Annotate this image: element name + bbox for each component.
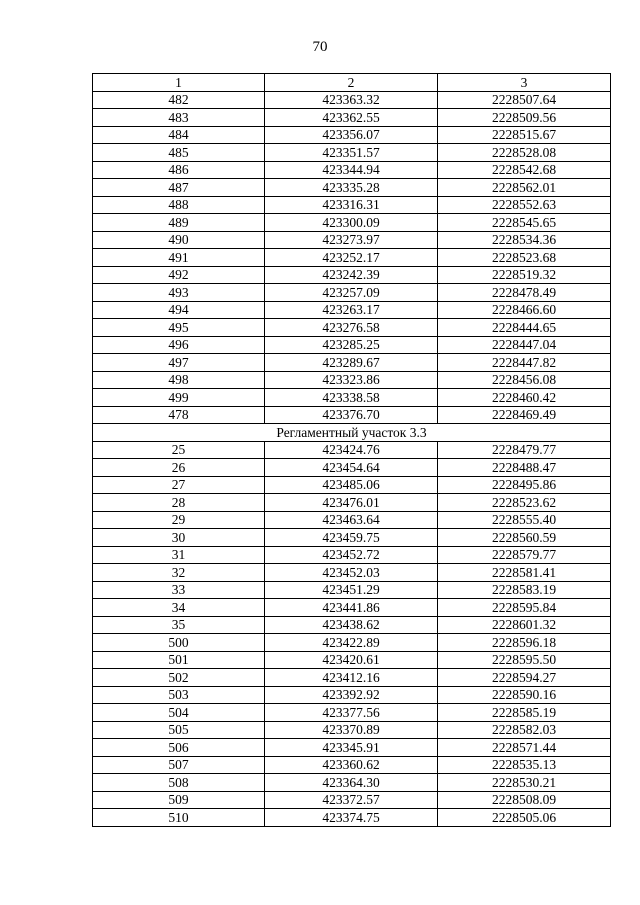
point-number-cell: 509 bbox=[93, 791, 265, 809]
point-number-cell: 490 bbox=[93, 231, 265, 249]
x-coordinate-cell: 423360.62 bbox=[265, 756, 438, 774]
table-row bbox=[93, 459, 611, 477]
x-coordinate-cell: 423252.17 bbox=[265, 249, 438, 267]
x-coordinate-cell: 423463.64 bbox=[265, 511, 438, 529]
point-number-cell: 506 bbox=[93, 739, 265, 757]
point-number-cell: 489 bbox=[93, 214, 265, 232]
table-row bbox=[93, 389, 611, 407]
y-coordinate-cell: 2228495.86 bbox=[438, 476, 611, 494]
point-number-cell: 32 bbox=[93, 564, 265, 582]
table-row bbox=[93, 616, 611, 634]
page-number: 70 bbox=[312, 39, 328, 55]
point-number-cell: 501 bbox=[93, 651, 265, 669]
table-row bbox=[93, 126, 611, 144]
x-coordinate-cell: 423289.67 bbox=[265, 354, 438, 372]
x-coordinate-cell: 423316.31 bbox=[265, 196, 438, 214]
y-coordinate-cell: 2228595.50 bbox=[438, 651, 611, 669]
x-coordinate-cell: 423412.16 bbox=[265, 669, 438, 687]
y-coordinate-cell: 2228507.64 bbox=[438, 91, 611, 109]
point-number-cell: 497 bbox=[93, 354, 265, 372]
x-coordinate-cell: 423335.28 bbox=[265, 179, 438, 197]
y-coordinate-cell: 2228456.08 bbox=[438, 371, 611, 389]
table-row bbox=[93, 196, 611, 214]
y-coordinate-cell: 2228562.01 bbox=[438, 179, 611, 197]
point-number-cell: 488 bbox=[93, 196, 265, 214]
y-coordinate-cell: 2228595.84 bbox=[438, 599, 611, 617]
table-row bbox=[93, 161, 611, 179]
coordinates-table-body bbox=[93, 74, 611, 827]
point-number-cell: 504 bbox=[93, 704, 265, 722]
x-coordinate-cell: 423420.61 bbox=[265, 651, 438, 669]
y-coordinate-cell: 2228528.08 bbox=[438, 144, 611, 162]
y-coordinate-cell: 2228523.62 bbox=[438, 494, 611, 512]
y-coordinate-cell: 2228530.21 bbox=[438, 774, 611, 792]
y-coordinate-cell: 2228545.65 bbox=[438, 214, 611, 232]
table-row bbox=[93, 476, 611, 494]
point-number-cell: 487 bbox=[93, 179, 265, 197]
point-number-cell: 505 bbox=[93, 721, 265, 739]
x-coordinate-cell: 423323.86 bbox=[265, 371, 438, 389]
table-row bbox=[93, 651, 611, 669]
table-row bbox=[93, 599, 611, 617]
x-coordinate-cell: 423257.09 bbox=[265, 284, 438, 302]
y-coordinate-cell: 2228596.18 bbox=[438, 634, 611, 652]
table-row bbox=[93, 686, 611, 704]
section-header-row bbox=[93, 424, 611, 442]
y-coordinate-cell: 2228590.16 bbox=[438, 686, 611, 704]
y-coordinate-cell: 2228542.68 bbox=[438, 161, 611, 179]
table-row bbox=[93, 179, 611, 197]
table-row bbox=[93, 721, 611, 739]
y-coordinate-cell: 2228519.32 bbox=[438, 266, 611, 284]
table-row bbox=[93, 581, 611, 599]
point-number-cell: 492 bbox=[93, 266, 265, 284]
table-row bbox=[93, 756, 611, 774]
y-coordinate-cell: 2228505.06 bbox=[438, 809, 611, 827]
y-coordinate-cell: 2228552.63 bbox=[438, 196, 611, 214]
table-row bbox=[93, 249, 611, 267]
table-row bbox=[93, 669, 611, 687]
table-row bbox=[93, 494, 611, 512]
table-row bbox=[93, 91, 611, 109]
table-row bbox=[93, 809, 611, 827]
x-coordinate-cell: 423372.57 bbox=[265, 791, 438, 809]
point-number-cell: 485 bbox=[93, 144, 265, 162]
x-coordinate-cell: 423476.01 bbox=[265, 494, 438, 512]
x-coordinate-cell: 423424.76 bbox=[265, 441, 438, 459]
table-row bbox=[93, 546, 611, 564]
y-coordinate-cell: 2228444.65 bbox=[438, 319, 611, 337]
x-coordinate-cell: 423285.25 bbox=[265, 336, 438, 354]
point-number-cell: 493 bbox=[93, 284, 265, 302]
x-coordinate-cell: 423242.39 bbox=[265, 266, 438, 284]
x-coordinate-cell: 423300.09 bbox=[265, 214, 438, 232]
table-row bbox=[93, 231, 611, 249]
y-coordinate-cell: 2228469.49 bbox=[438, 406, 611, 424]
point-number-cell: 484 bbox=[93, 126, 265, 144]
y-coordinate-cell: 2228581.41 bbox=[438, 564, 611, 582]
x-coordinate-cell: 423422.89 bbox=[265, 634, 438, 652]
section-title: Регламентный участок 3.3 bbox=[93, 424, 611, 442]
point-number-cell: 28 bbox=[93, 494, 265, 512]
x-coordinate-cell: 423345.91 bbox=[265, 739, 438, 757]
table-row bbox=[93, 634, 611, 652]
y-coordinate-cell: 2228582.03 bbox=[438, 721, 611, 739]
x-coordinate-cell: 423273.97 bbox=[265, 231, 438, 249]
x-coordinate-cell: 423451.29 bbox=[265, 581, 438, 599]
y-coordinate-cell: 2228560.59 bbox=[438, 529, 611, 547]
point-number-cell: 503 bbox=[93, 686, 265, 704]
x-coordinate-cell: 423454.64 bbox=[265, 459, 438, 477]
point-number-cell: 31 bbox=[93, 546, 265, 564]
y-coordinate-cell: 2228447.82 bbox=[438, 354, 611, 372]
x-coordinate-cell: 423376.70 bbox=[265, 406, 438, 424]
x-coordinate-cell: 423452.72 bbox=[265, 546, 438, 564]
table-header-row bbox=[93, 74, 611, 92]
point-number-cell: 27 bbox=[93, 476, 265, 494]
point-number-cell: 35 bbox=[93, 616, 265, 634]
x-coordinate-cell: 423377.56 bbox=[265, 704, 438, 722]
point-number-cell: 26 bbox=[93, 459, 265, 477]
point-number-cell: 25 bbox=[93, 441, 265, 459]
x-coordinate-cell: 423363.32 bbox=[265, 91, 438, 109]
table-row bbox=[93, 301, 611, 319]
point-number-cell: 478 bbox=[93, 406, 265, 424]
x-coordinate-cell: 423344.94 bbox=[265, 161, 438, 179]
y-coordinate-cell: 2228585.19 bbox=[438, 704, 611, 722]
y-coordinate-cell: 2228523.68 bbox=[438, 249, 611, 267]
y-coordinate-cell: 2228601.32 bbox=[438, 616, 611, 634]
y-coordinate-cell: 2228594.27 bbox=[438, 669, 611, 687]
x-coordinate-cell: 423485.06 bbox=[265, 476, 438, 494]
point-number-cell: 29 bbox=[93, 511, 265, 529]
table-row bbox=[93, 144, 611, 162]
point-number-cell: 496 bbox=[93, 336, 265, 354]
y-coordinate-cell: 2228508.09 bbox=[438, 791, 611, 809]
y-coordinate-cell: 2228447.04 bbox=[438, 336, 611, 354]
point-number-cell: 495 bbox=[93, 319, 265, 337]
table-row bbox=[93, 354, 611, 372]
x-coordinate-cell: 423338.58 bbox=[265, 389, 438, 407]
table-row bbox=[93, 266, 611, 284]
point-number-cell: 500 bbox=[93, 634, 265, 652]
point-number-cell: 34 bbox=[93, 599, 265, 617]
x-coordinate-cell: 423370.89 bbox=[265, 721, 438, 739]
table-row bbox=[93, 336, 611, 354]
table-row bbox=[93, 739, 611, 757]
x-coordinate-cell: 423441.86 bbox=[265, 599, 438, 617]
y-coordinate-cell: 2228466.60 bbox=[438, 301, 611, 319]
y-coordinate-cell: 2228478.49 bbox=[438, 284, 611, 302]
x-coordinate-cell: 423356.07 bbox=[265, 126, 438, 144]
x-coordinate-cell: 423374.75 bbox=[265, 809, 438, 827]
x-coordinate-cell: 423459.75 bbox=[265, 529, 438, 547]
point-number-cell: 494 bbox=[93, 301, 265, 319]
point-number-cell: 482 bbox=[93, 91, 265, 109]
point-number-cell: 507 bbox=[93, 756, 265, 774]
table-row bbox=[93, 511, 611, 529]
table-row bbox=[93, 284, 611, 302]
x-coordinate-cell: 423276.58 bbox=[265, 319, 438, 337]
y-coordinate-cell: 2228555.40 bbox=[438, 511, 611, 529]
x-coordinate-cell: 423392.92 bbox=[265, 686, 438, 704]
table-row bbox=[93, 704, 611, 722]
x-coordinate-cell: 423364.30 bbox=[265, 774, 438, 792]
y-coordinate-cell: 2228479.77 bbox=[438, 441, 611, 459]
coordinates-table bbox=[92, 73, 611, 827]
point-number-cell: 30 bbox=[93, 529, 265, 547]
y-coordinate-cell: 2228488.47 bbox=[438, 459, 611, 477]
table-row bbox=[93, 319, 611, 337]
x-coordinate-cell: 423438.62 bbox=[265, 616, 438, 634]
x-coordinate-cell: 423351.57 bbox=[265, 144, 438, 162]
table-row bbox=[93, 564, 611, 582]
point-number-cell: 508 bbox=[93, 774, 265, 792]
y-coordinate-cell: 2228534.36 bbox=[438, 231, 611, 249]
point-number-cell: 510 bbox=[93, 809, 265, 827]
y-coordinate-cell: 2228583.19 bbox=[438, 581, 611, 599]
table-row bbox=[93, 371, 611, 389]
point-number-cell: 33 bbox=[93, 581, 265, 599]
table-row bbox=[93, 774, 611, 792]
table-row bbox=[93, 214, 611, 232]
y-coordinate-cell: 2228535.13 bbox=[438, 756, 611, 774]
y-coordinate-cell: 2228571.44 bbox=[438, 739, 611, 757]
point-number-cell: 502 bbox=[93, 669, 265, 687]
header-cell-3: 3 bbox=[438, 74, 611, 92]
point-number-cell: 498 bbox=[93, 371, 265, 389]
table-row bbox=[93, 529, 611, 547]
header-cell-2: 2 bbox=[265, 74, 438, 92]
x-coordinate-cell: 423452.03 bbox=[265, 564, 438, 582]
y-coordinate-cell: 2228579.77 bbox=[438, 546, 611, 564]
x-coordinate-cell: 423263.17 bbox=[265, 301, 438, 319]
y-coordinate-cell: 2228460.42 bbox=[438, 389, 611, 407]
point-number-cell: 499 bbox=[93, 389, 265, 407]
table-row bbox=[93, 406, 611, 424]
table-row bbox=[93, 441, 611, 459]
table-row bbox=[93, 791, 611, 809]
point-number-cell: 486 bbox=[93, 161, 265, 179]
table-row bbox=[93, 109, 611, 127]
x-coordinate-cell: 423362.55 bbox=[265, 109, 438, 127]
y-coordinate-cell: 2228509.56 bbox=[438, 109, 611, 127]
y-coordinate-cell: 2228515.67 bbox=[438, 126, 611, 144]
header-cell-1: 1 bbox=[93, 74, 265, 92]
point-number-cell: 491 bbox=[93, 249, 265, 267]
point-number-cell: 483 bbox=[93, 109, 265, 127]
